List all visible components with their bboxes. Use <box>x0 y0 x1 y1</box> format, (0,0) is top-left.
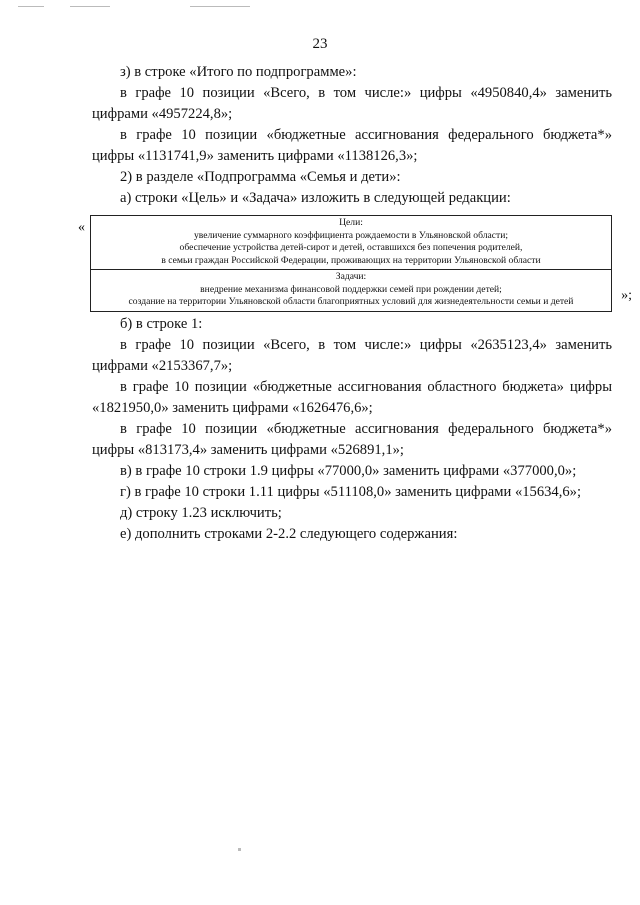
paragraph: а) строки «Цель» и «Задача» изложить в следующей редакции: <box>120 190 511 206</box>
scan-mark <box>18 6 44 7</box>
goals-cell <box>91 216 612 270</box>
tasks-heading: Задачи: <box>335 271 367 282</box>
tasks-cell <box>91 270 612 312</box>
paragraph: в графе 10 позиции «бюджетные ассигнования федерального бюджета*» цифры «813173,4» заменить цифрами «526891,1»; <box>92 420 612 458</box>
paragraph: в графе 10 позиции «бюджетные ассигнования федерального бюджета*» цифры «1131741,9» заменить цифрами «1138126,3»; <box>92 127 612 164</box>
goals-row <box>91 216 612 270</box>
paragraph: в графе 10 позиции «Всего, в том числе:» цифры «4950840,4» заменить цифрами «4957224,8»; <box>92 85 612 122</box>
paragraph: в) в графе 10 строки 1.9 цифры «77000,0» заменить цифрами «377000,0»; <box>120 462 577 479</box>
amendments-part-2 <box>92 314 612 545</box>
goal-line: обеспечение устройства детей-сирот и детей, оставшихся без попечения родителей, <box>179 242 523 253</box>
goals-tasks-table <box>90 215 612 312</box>
paragraph: 2) в разделе «Подпрограмма «Семья и дети»: <box>120 169 401 185</box>
scan-mark <box>238 848 241 851</box>
paragraph: в графе 10 позиции «Всего, в том числе:» цифры «2635123,4» заменить цифрами «2153367,7»; <box>92 336 612 374</box>
paragraph: з) в строке «Итого по подпрограмме»: <box>120 64 357 80</box>
paragraph: в графе 10 позиции «бюджетные ассигнования областного бюджета» цифры «1821950,0» заменить цифрами «1626476,6»; <box>92 378 612 416</box>
goals-heading: Цели: <box>339 217 363 228</box>
page-number: 23 <box>312 36 328 52</box>
document-body <box>78 62 632 545</box>
close-quote: »; <box>621 287 632 303</box>
goal-line: увеличение суммарного коэффициента рождаемости в Ульяновской области; <box>193 229 509 241</box>
task-line: внедрение механизма финансовой поддержки семей при рождении детей; <box>200 283 502 295</box>
paragraph: е) дополнить строками 2-2.2 следующего содержания: <box>120 525 458 542</box>
paragraph: б) в строке 1: <box>120 315 203 332</box>
scan-mark <box>70 6 110 7</box>
tasks-row <box>91 270 612 312</box>
paragraph: г) в графе 10 строки 1.11 цифры «511108,0» заменить цифрами «15634,6»; <box>120 483 582 500</box>
open-quote: « <box>78 220 85 235</box>
scan-mark <box>190 6 250 7</box>
goal-line: в семьи граждан Российской Федерации, проживающих на территории Ульяновской области <box>161 254 541 266</box>
amendments-part-1 <box>92 62 612 209</box>
paragraph: д) строку 1.23 исключить; <box>120 504 282 521</box>
inserted-table <box>78 215 632 312</box>
task-line: создание на территории Ульяновской области благоприятных условий для жизнедеятельности семьи и детей <box>128 296 574 307</box>
